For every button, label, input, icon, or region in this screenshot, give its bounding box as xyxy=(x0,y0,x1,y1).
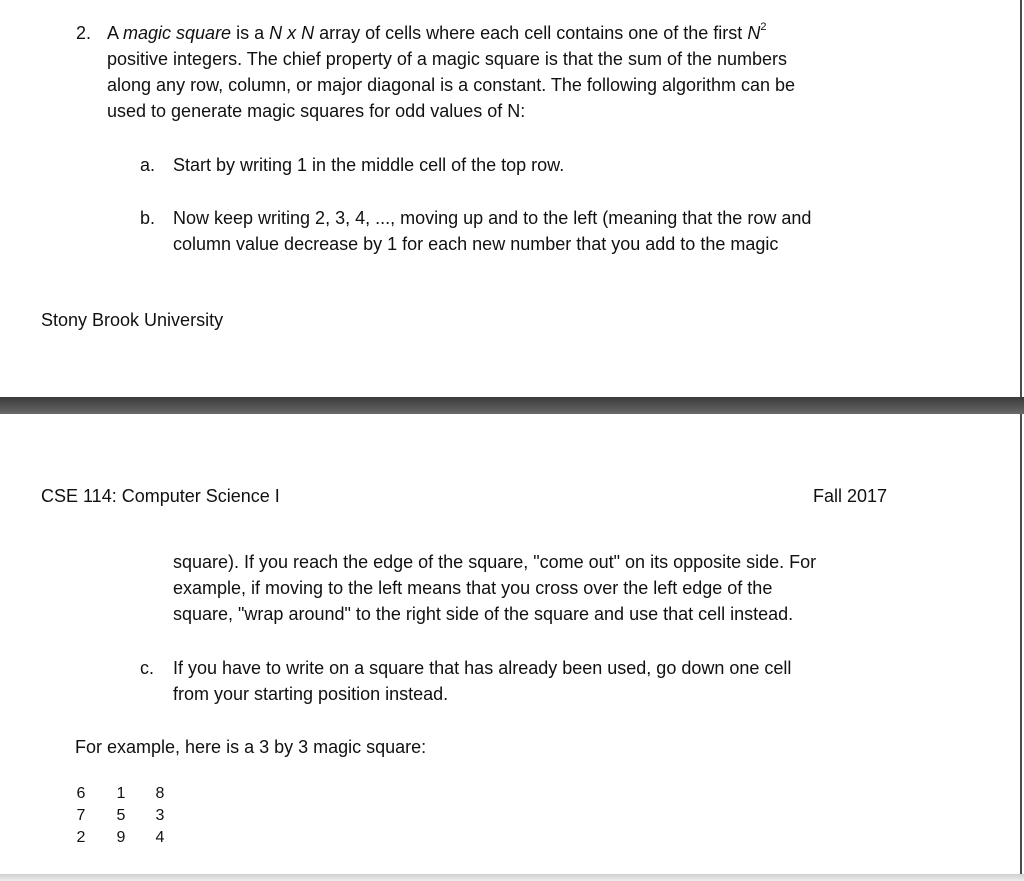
step-a-text: Start by writing 1 in the middle cell of the top row. xyxy=(173,155,565,175)
example-intro: For example, here is a 3 by 3 magic square: xyxy=(75,737,427,757)
continuation-line-3: square, "wrap around" to the right side of the square and use that cell instead. xyxy=(173,604,794,624)
intro-line-2: positive integers. The chief property of a magic square is that the sum of the numbers xyxy=(107,49,788,69)
item-number: 2. xyxy=(76,23,92,43)
document-page-top xyxy=(0,0,1022,397)
page-footer: Stony Brook University xyxy=(41,310,224,330)
step-c-line-2: from your starting position instead. xyxy=(173,684,449,704)
intro-line-4: used to generate magic squares for odd values of N: xyxy=(107,101,526,121)
step-b-marker: b. xyxy=(140,208,156,228)
page-header-right: Fall 2017 xyxy=(813,486,888,506)
document-page-bottom xyxy=(0,414,1022,874)
step-b-line-1: Now keep writing 2, 3, 4, ..., moving up and to the left (meaning that the row and xyxy=(173,208,812,228)
continuation-line-1: square). If you reach the edge of the square, "come out" on its opposite side. For xyxy=(173,552,817,572)
viewer-bottom-edge xyxy=(0,874,1024,881)
magic-square-cell: 1 xyxy=(116,785,126,802)
intro-line-1: A magic square is a N x N array of cells where each cell contains one of the first $N^2$ xyxy=(107,21,767,43)
magic-square-cell: 3 xyxy=(155,807,165,824)
magic-square-cell: 4 xyxy=(155,829,165,846)
term-magic-square: magic square xyxy=(123,23,232,43)
magic-square-cell: 5 xyxy=(116,807,126,824)
magic-square-cell: 6 xyxy=(76,785,86,802)
continuation-line-2: example, if moving to the left means that you cross over the left edge of the xyxy=(173,578,773,598)
magic-square-cell: 2 xyxy=(76,829,86,846)
page-header-left: CSE 114: Computer Science I xyxy=(41,486,280,506)
magic-square-cell: 9 xyxy=(116,829,126,846)
step-b-line-2: column value decrease by 1 for each new number that you add to the magic xyxy=(173,234,779,254)
page-separator xyxy=(0,397,1024,414)
magic-square-cell: 8 xyxy=(155,785,165,802)
term-nxn: N x N xyxy=(269,23,315,43)
magic-square-cell: 7 xyxy=(76,807,86,824)
step-a-marker: a. xyxy=(140,155,156,175)
step-c-line-1: If you have to write on a square that has already been used, go down one cell xyxy=(173,658,792,678)
intro-line-3: along any row, column, or major diagonal is a constant. The following algorithm can be xyxy=(107,75,796,95)
step-c-marker: c. xyxy=(140,658,155,678)
